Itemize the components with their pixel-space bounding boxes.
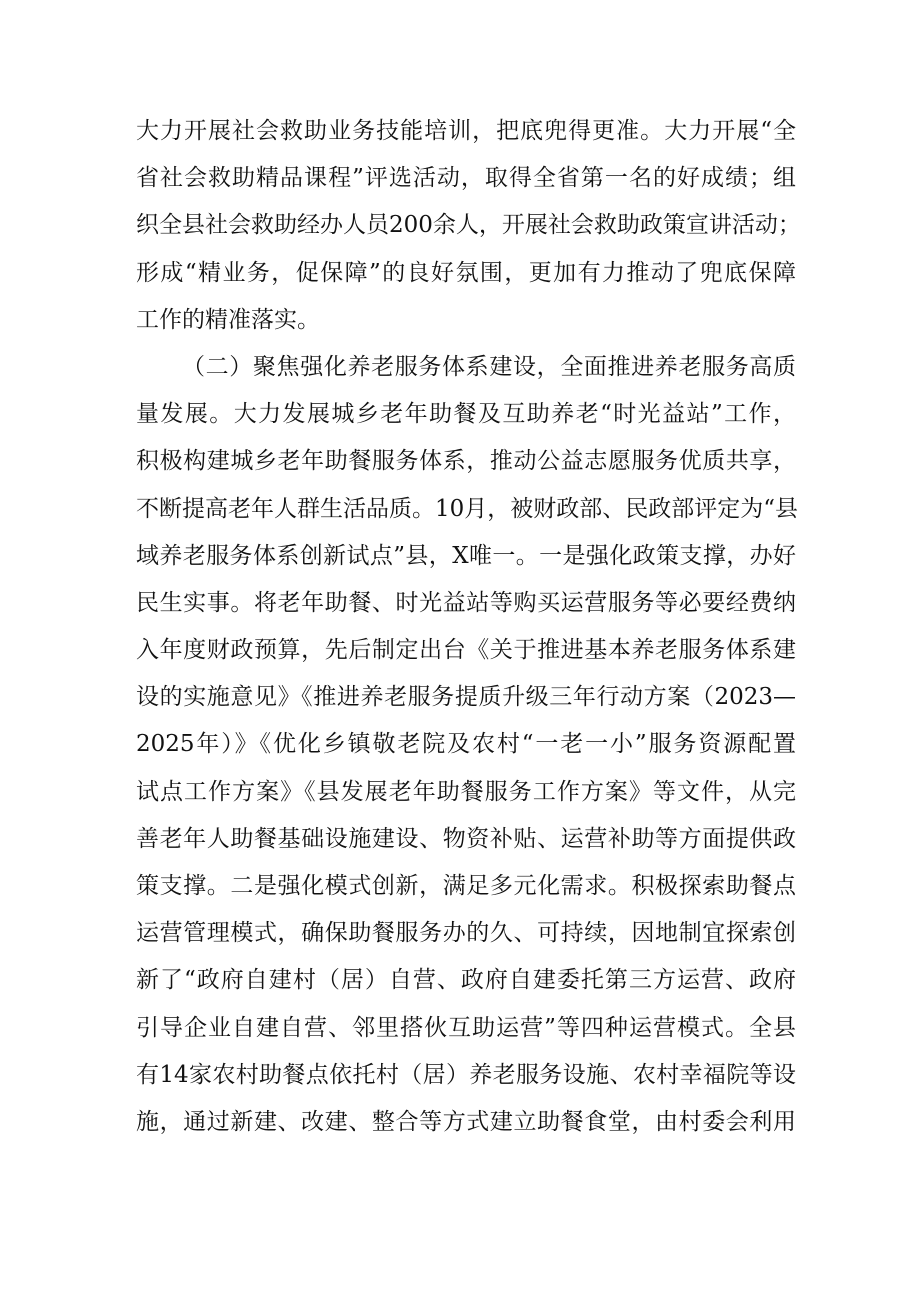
text-line: 织全县社会救助经办人员200余人，开展社会救助政策宣讲活动； xyxy=(136,212,801,239)
text-line: 有14家农村助餐点依托村（居）养老服务设施、农村幸福院等设 xyxy=(136,1061,796,1088)
text-line: 策支撑。二是强化模式创新，满足多元化需求。积极探索助餐点 xyxy=(136,873,796,899)
document-body xyxy=(136,108,801,1146)
text-line: 2025年）》《优化乡镇敬老院及农村“一老一小”服务资源配置 xyxy=(136,731,796,758)
text-line: 工作的精准落实。 xyxy=(136,306,320,333)
text-line: 引导企业自建自营、邻里搭伙互助运营”等四种运营模式。全县 xyxy=(136,1014,796,1041)
text-line: 形成“精业务，促保障”的良好氛围，更加有力推动了兜底保障 xyxy=(136,259,796,286)
text-line: 施，通过新建、改建、整合等方式建立助餐食堂，由村委会利用 xyxy=(136,1108,796,1135)
text-line: 新了“政府自建村（居）自营、政府自建委托第三方运营、政府 xyxy=(136,967,796,994)
text-line: 积极构建城乡老年助餐服务体系，推动公益志愿服务优质共享， xyxy=(136,448,796,475)
text-line: 省社会救助精品课程”评选活动，取得全省第一名的好成绩；组 xyxy=(136,165,796,192)
section-heading-line: （二）聚焦强化养老服务体系建设，全面推进养老服务高质 xyxy=(182,353,796,380)
text-line: 运营管理模式，确保助餐服务办的久、可持续，因地制宜探索创 xyxy=(136,920,796,947)
text-line: 民生实事。将老年助餐、时光益站等购买运营服务等必要经费纳 xyxy=(136,589,796,616)
text-line: 域养老服务体系创新试点”县，X唯一。一是强化政策支撑，办好 xyxy=(136,542,796,569)
text-line: 不断提高老年人群生活品质。10月，被财政部、民政部评定为“县 xyxy=(136,495,799,522)
text-line: 大力开展社会救助业务技能培训，把底兜得更准。大力开展“全 xyxy=(136,118,796,144)
text-line: 入年度财政预算，先后制定出台《关于推进基本养老服务体系建 xyxy=(136,637,796,664)
text-line: 试点工作方案》《县发展老年助餐服务工作方案》等文件，从完 xyxy=(136,778,796,805)
text-line: 设的实施意见》《推进养老服务提质升级三年行动方案（2023— xyxy=(136,684,796,711)
text-line: 量发展。大力发展城乡老年助餐及互助养老“时光益站”工作， xyxy=(136,401,796,428)
text-line: 善老年人助餐基础设施建设、物资补贴、运营补助等方面提供政 xyxy=(136,825,796,852)
